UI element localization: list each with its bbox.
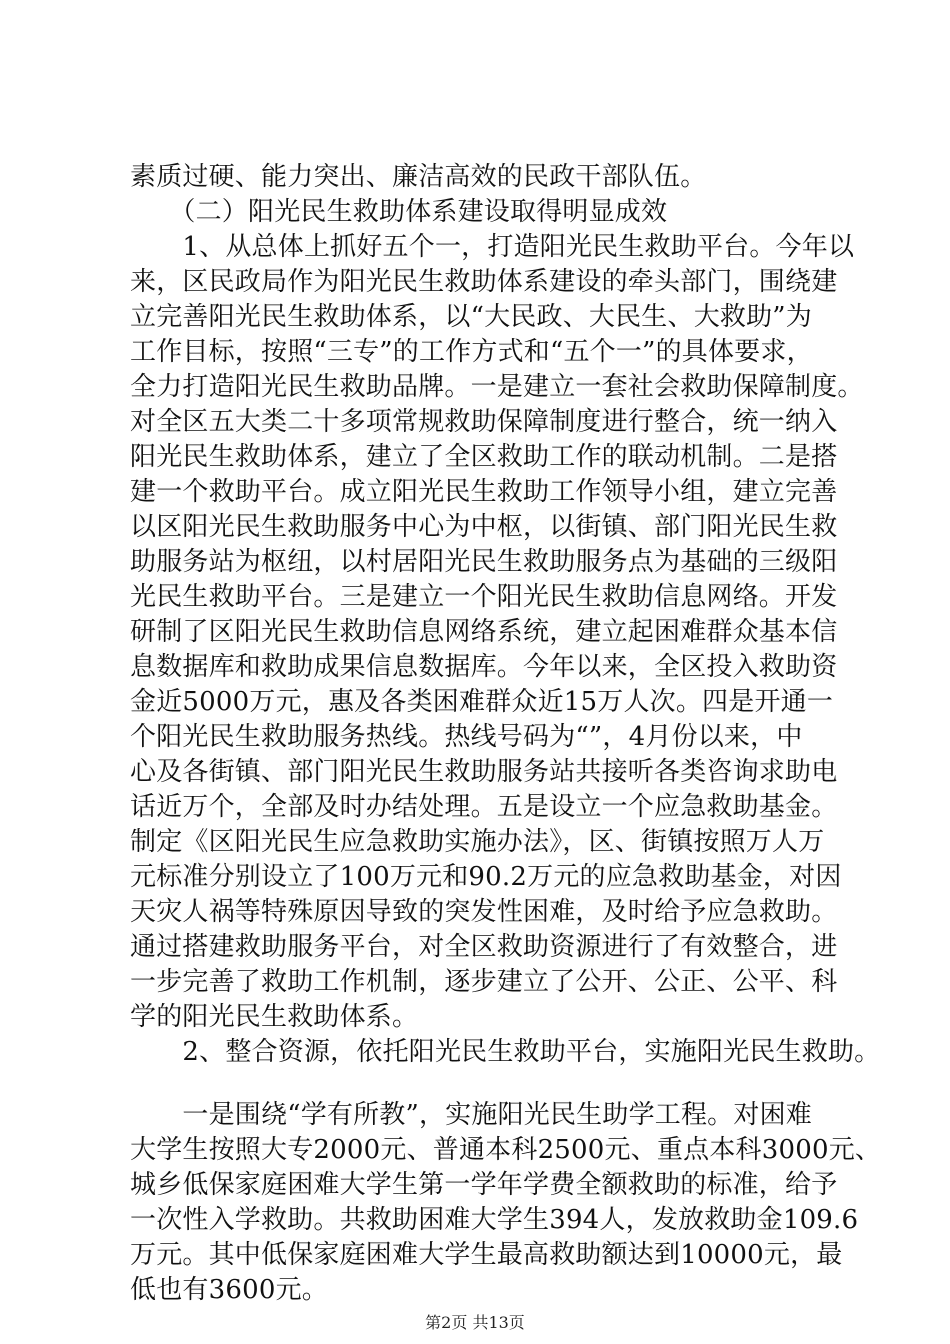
- text-line: 学的阳光民生救助体系。: [130, 1002, 419, 1032]
- text-line: 素质过硬、能力突出、廉洁高效的民政干部队伍。: [130, 162, 707, 192]
- text-line: 低也有3600元。: [130, 1275, 328, 1305]
- text-line: 个阳光民生救助服务热线。热线号码为“”，4月份以来，中: [130, 722, 803, 752]
- text-line: 天灾人祸等特殊原因导致的突发性困难，及时给予应急救助。: [130, 897, 838, 927]
- text-line: 息数据库和救助成果信息数据库。今年以来，全区投入救助资: [130, 652, 838, 682]
- text-line: 一步完善了救助工作机制，逐步建立了公开、公正、公平、科: [130, 967, 838, 997]
- text-line: 工作目标，按照“三专”的工作方式和“五个一”的具体要求，: [130, 337, 813, 367]
- text-line: 研制了区阳光民生救助信息网络系统，建立起困难群众基本信: [130, 617, 838, 647]
- text-line: 来，区民政局作为阳光民生救助体系建设的牵头部门，围绕建: [130, 267, 838, 297]
- text-line: 阳光民生救助体系，建立了全区救助工作的联动机制。二是搭: [130, 442, 838, 472]
- text-line: 金近5000万元，惠及各类困难群众近15万人次。四是开通一: [130, 687, 834, 717]
- text-line: 光民生救助平台。三是建立一个阳光民生救助信息网络。开发: [130, 582, 838, 612]
- text-line: 心及各街镇、部门阳光民生救助服务站共接听各类咨询求助电: [130, 757, 838, 787]
- text-line: 话近万个，全部及时办结处理。五是设立一个应急救助基金。: [130, 792, 838, 822]
- text-line: 全力打造阳光民生救助品牌。一是建立一套社会救助保障制度。: [130, 372, 864, 402]
- text-line: 一是围绕“学有所教”，实施阳光民生助学工程。对困难: [130, 1100, 812, 1130]
- text-line: 以区阳光民生救助服务中心为中枢，以街镇、部门阳光民生救: [130, 512, 838, 542]
- text-line: 元标准分别设立了100万元和90.2万元的应急救助基金，对因: [130, 862, 842, 892]
- text-line: 一次性入学救助。共救助困难大学生394人，发放救助金109.6: [130, 1205, 859, 1235]
- text-line: 助服务站为枢纽，以村居阳光民生救助服务点为基础的三级阳: [130, 547, 838, 577]
- text-line: 万元。其中低保家庭困难大学生最高救助额达到10000元，最: [130, 1240, 843, 1270]
- text-line: 立完善阳光民生救助体系，以“大民政、大民生、大救助”为: [130, 302, 812, 332]
- text-line: 建一个救助平台。成立阳光民生救助工作领导小组，建立完善: [130, 477, 838, 507]
- page-number-footer: 第2页 共13页: [425, 1313, 525, 1332]
- text-line: 1、从总体上抓好五个一，打造阳光民生救助平台。今年以: [130, 232, 855, 262]
- text-line: 制定《区阳光民生应急救助实施办法》，区、街镇按照万人万: [130, 827, 825, 857]
- section-heading: （二）阳光民生救助体系建设取得明显成效: [130, 197, 668, 227]
- text-line: 对全区五大类二十多项常规救助保障制度进行整合，统一纳入: [130, 407, 838, 437]
- text-line: 2、整合资源，依托阳光民生救助平台，实施阳光民生救助。: [130, 1037, 881, 1067]
- text-line: 通过搭建救助服务平台，对全区救助资源进行了有效整合，进: [130, 932, 838, 962]
- text-line: 大学生按照大专2000元、普通本科2500元、重点本科3000元、: [130, 1135, 882, 1165]
- text-line: 城乡低保家庭困难大学生第一学年学费全额救助的标准，给予: [130, 1170, 838, 1200]
